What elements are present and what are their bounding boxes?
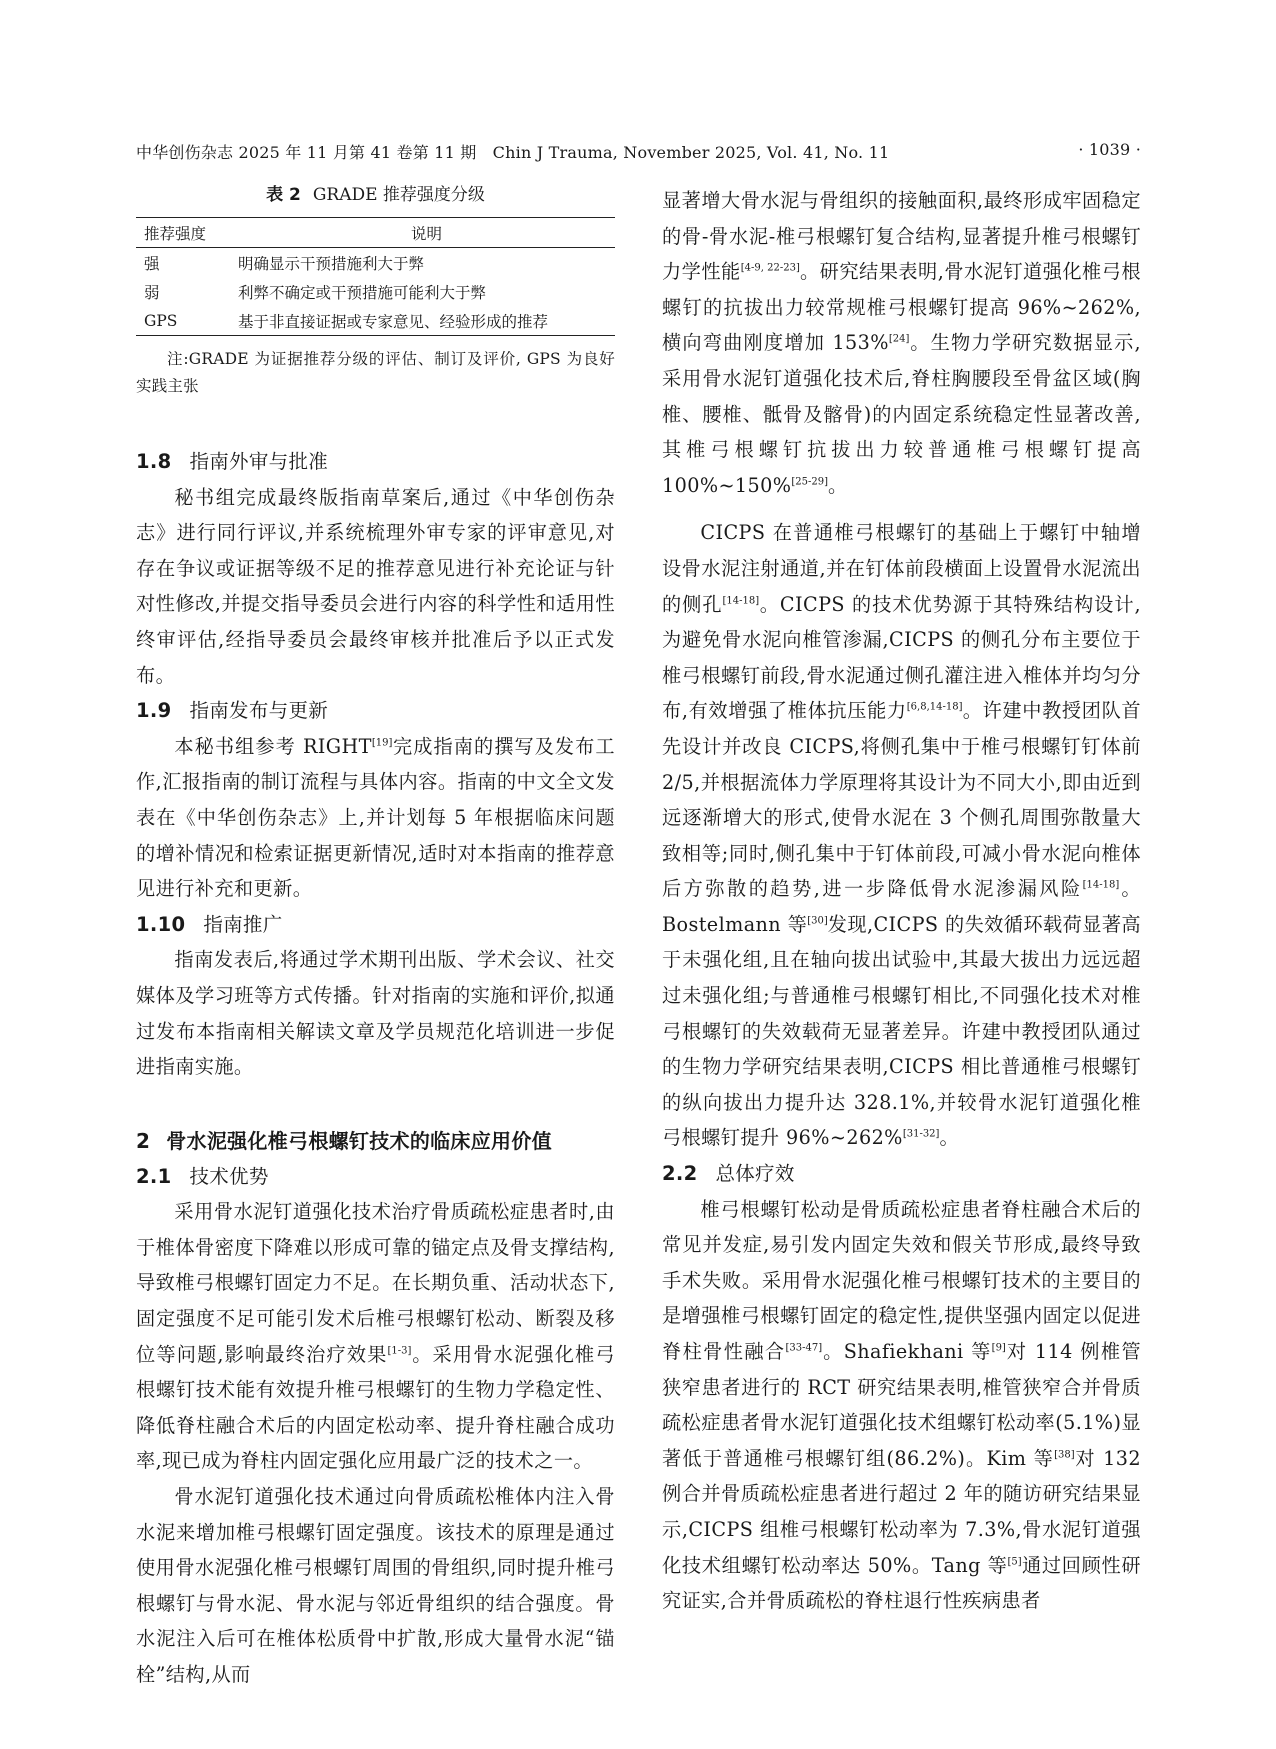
right-column [662,183,1141,1619]
text-run: 。CICPS 的技术优势源于其特殊结构设计,为避免骨水泥向椎管渗漏,CICPS 的侧孔分布主要位于椎弓根螺钉前段,骨水泥通过侧孔灌注进入椎体并均匀分布,有效增强了椎体抗压能力 [662,592,1141,723]
table-cell: 强 [144,254,160,273]
text-run: 对 114 例椎管狭窄患者进行的 RCT 研究结果表明,椎管狭窄合并骨质疏松症患者骨水泥钉道强化技术组螺钉松动率(5.1%)显著低于普通椎弓根螺钉组(86.2%)。Kim 等 [662,1340,1141,1470]
text-run: 。采用骨水泥强化椎弓根螺钉技术能有效提升椎弓根螺钉的生物力学稳定性、降低脊柱融合术后的内固定松动率、提升脊柱融合成功率,现已成为脊柱内固定强化应用最广泛的技术之一。 [136,1342,615,1473]
paragraph [136,729,615,907]
paragraph: 骨水泥钉道强化技术通过向骨质疏松椎体内注入骨水泥来增加椎弓根螺钉固定强度。该技术的原理是通过使用骨水泥强化椎弓根螺钉周围的骨组织,同时提升椎弓根螺钉与骨水泥、骨水泥与邻近骨组织的结合强度。骨水泥注入后可在椎体松质骨中扩散,形成大量骨水泥“锚栓”结构,从而 [136,1485,615,1686]
section-number: 1.9 [136,699,172,723]
section-heading-2-2 [662,1156,1141,1192]
text-run: 完成指南的撰写及发布工作,汇报指南的制订流程与具体内容。指南的中文全文发表在《中华创伤杂志》上,并计划每 5 年根据临床问题的增补情况和检索证据更新情况,适时对本指南的推荐意见进行补充和更新。 [136,734,615,901]
section-number: 2.1 [136,1164,172,1188]
section-title: 技术优势 [189,1164,269,1188]
paragraph: 秘书组完成最终版指南草案后,通过《中华创伤杂志》进行同行评议,并系统梳理外审专家的评审意见,对存在争议或证据等级不足的推荐意见进行补充论证与针对性修改,并提交指导委员会进行内容的科学性和适用性终审评估,经指导委员会最终审核并批准后予以正式发布。 [136,485,615,687]
journal-citation: 中华创伤杂志 2025 年 11 月第 41 卷第 11 期 Chin J Trauma, November 2025, Vol. 41, No. 11 [136,143,890,162]
running-header [136,140,1141,164]
table-cell: 利弊不确定或干预措施可能利大于弊 [238,283,487,302]
section-title: 总体疗效 [715,1162,795,1186]
table-header-row [136,218,615,248]
text-run: 。研究结果表明,骨水泥钉道强化椎弓根螺钉的抗拔出力较常规椎弓根螺钉提高 96%~262%,横向弯曲刚度增加 153% [662,260,1141,355]
table-row [136,306,615,336]
table-note: 注:GRADE 为证据推荐分级的评估、制订及评价, GPS 为良好实践主张 [136,350,615,395]
table-label: 表 2 [266,185,301,205]
text-run: 通过回顾性研究证实,合并骨质疏松的脊柱退行性疾病患者 [662,1553,1141,1613]
table-row [136,248,615,278]
citation: [1-3] [387,1345,412,1357]
table-row [136,277,615,306]
section-title: 指南外审与批准 [189,450,329,473]
text-run: 。 [939,1126,960,1150]
table-caption [136,183,615,207]
text-run: 对 132 例合并骨质疏松症患者进行超过 2 年的随访研究结果显示,CICPS 组椎弓根螺钉松动率为 7.3%,骨水泥钉道强化技术组螺钉松动率达 50%。Tang 等 [662,1446,1141,1577]
table-cell: 弱 [144,283,160,302]
table-title: GRADE 推荐强度分级 [312,185,485,205]
text-run: 椎弓根螺钉松动是骨质疏松症患者脊柱融合术后的常见并发症,易引发内固定失效和假关节形成,最终导致手术失败。采用骨水泥强化椎弓根螺钉技术的主要目的是增强椎弓根螺钉固定的稳定性,提供坚强内固定以促进脊柱骨性融合 [662,1197,1141,1363]
text-run: 显著增大骨水泥与骨组织的接触面积,最终形成牢固稳定的骨-骨水泥-椎弓根螺钉复合结构,显著提升椎弓根螺钉力学性能 [662,189,1141,284]
citation: [4-9, 22-23] [740,262,800,274]
table-cell: 明确显示干预措施利大于弊 [238,254,425,273]
citation: [33-47] [785,1342,823,1354]
text-run: 本秘书组参考 RIGHT [174,734,372,758]
section-number: 2.2 [662,1162,698,1186]
page-number: · 1039 · [1078,140,1141,159]
section-number: 2 [136,1128,151,1153]
citation: [19] [371,737,393,749]
paragraph: 指南发表后,将通过学术期刊出版、学术会议、社交媒体及学习班等方式传播。针对指南的实施和评价,拟通过发布本指南相关解读文章及学员规范化培训进一步促进指南实施。 [136,948,615,1079]
citation: [30] [807,915,828,927]
citation: [5] [1007,1556,1022,1568]
table-cell: GPS [144,311,178,330]
paragraph [136,1194,615,1479]
section-title: 骨水泥强化椎弓根螺钉技术的临床应用价值 [166,1128,552,1153]
citation: [6,8,14-18] [906,701,963,713]
section-heading-1-8 [136,444,615,480]
citation: [24] [888,333,910,345]
citation: [9] [991,1342,1006,1354]
text-run: CICPS 在普通椎弓根螺钉的基础上于螺钉中轴增设骨水泥注射通道,并在钉体前段横面上设置骨水泥流出的侧孔 [662,521,1141,616]
citation: [31-32] [902,1129,940,1141]
section-title: 指南推广 [203,912,283,936]
text-run: 。生物力学研究数据显示,采用骨水泥钉道强化技术后,脊柱胸腰段至骨盆区域(胸椎、腰椎、骶骨及髂骨)的内固定系统稳定性显著改善,其椎弓根螺钉抗拔出力较普通椎弓根螺钉提高 100%~150% [662,331,1141,497]
section-heading-1-10 [136,907,615,943]
table-cell: 基于非直接证据或专家意见、经验形成的推荐 [238,312,549,331]
section-heading-1-9 [136,693,615,729]
text-run: 。 [828,473,848,497]
text-run: 。Bostelmann 等 [662,877,1141,936]
section-heading-2-1 [136,1159,615,1195]
section-number: 1.10 [136,912,186,936]
citation: [25-29] [791,476,829,488]
section-number: 1.8 [136,450,172,473]
paragraph [662,515,1141,1156]
paragraph [662,183,1141,503]
section-heading-2 [136,1123,615,1159]
column-header: 推荐强度 [144,224,207,243]
section-title: 指南发布与更新 [189,699,329,723]
column-header: 说明 [410,224,442,243]
citation: [38] [1054,1449,1075,1461]
grade-table [136,217,615,336]
text-run: 发现,CICPS 的失效循环载荷显著高于未强化组,且在轴向拔出试验中,其最大拔出力远远超过未强化组;与普通椎弓根螺钉相比,不同强化技术对椎弓根螺钉的失效载荷无显著差异。许建中教授团队通过的生物力学研究结果表明,CICPS 相比普通椎弓根螺钉的纵向拔出力提升达 328.1%,并较骨水泥钉道强化椎弓根螺钉提升 96%~262% [662,912,1142,1150]
text-run: 。许建中教授团队首先设计并改良 CICPS,将侧孔集中于椎弓根螺钉钉体前 2/5,并根据流体力学原理将其设计为不同大小,即由近到远逐渐增大的形式,使骨水泥在 3 个侧孔周围弥散量大致相等;同时,侧孔集中于钉体前段,可减小骨水泥向椎体后方弥散的趋势,进一步降低骨水泥渗漏风险 [662,699,1141,901]
left-column [136,183,615,1693]
citation: [14-18] [722,595,760,607]
paragraph [662,1192,1141,1619]
text-run: 。Shafiekhani 等 [822,1340,992,1363]
citation: [14-18] [1082,879,1120,891]
text-run: 采用骨水泥钉道强化技术治疗骨质疏松症患者时,由于椎体骨密度下降难以形成可靠的锚定点及骨支撑结构,导致椎弓根螺钉固定力不足。在长期负重、活动状态下,固定强度不足可能引发术后椎弓根螺钉松动、断裂及移位等问题,影响最终治疗效果 [136,1200,615,1366]
